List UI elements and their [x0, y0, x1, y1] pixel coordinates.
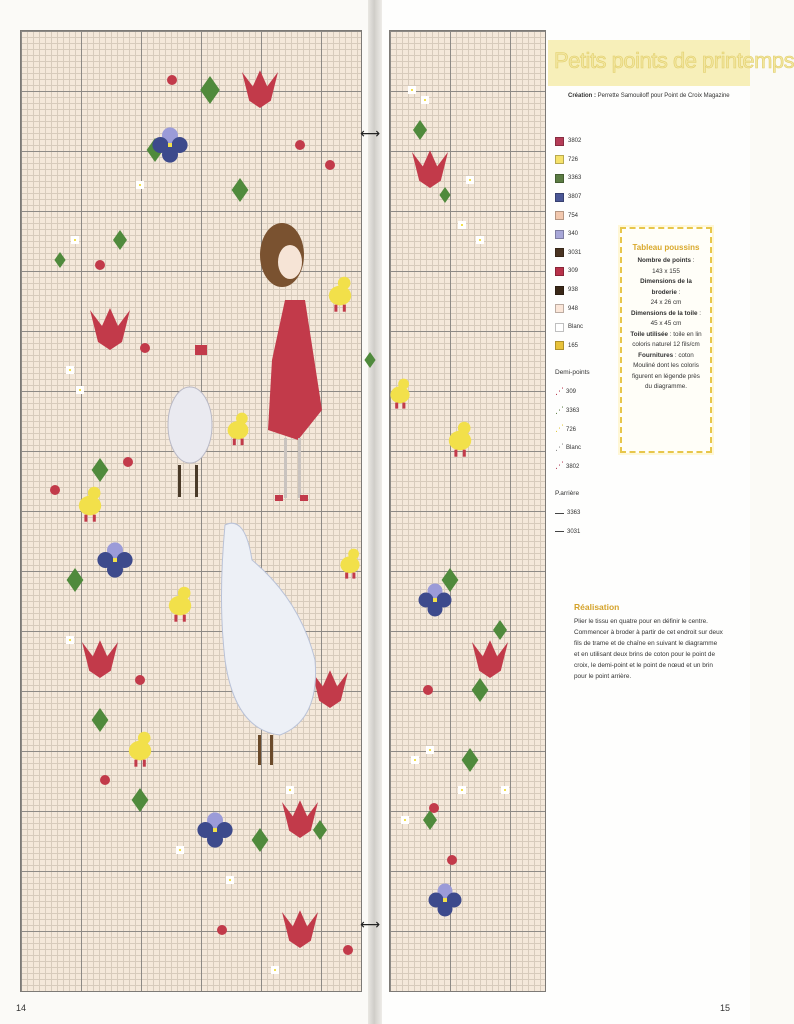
color-swatch	[555, 230, 564, 239]
legend-item-half_stitches-0	[555, 383, 615, 402]
leaf-motif	[462, 748, 479, 772]
legend-item-full_stitches-4	[555, 206, 615, 225]
legend-item-back_stitches-0	[555, 504, 615, 523]
leaf-motif	[92, 458, 109, 482]
tulip-motif	[82, 640, 118, 678]
half-stitch-symbol: ⋰	[555, 386, 564, 397]
toile-label: Dimensions de la toile	[631, 309, 698, 317]
daisy-center	[404, 819, 406, 821]
violet-petal	[419, 593, 434, 608]
leaf-motif	[364, 352, 375, 368]
legend-code: 3363	[568, 175, 582, 182]
credit-label: Création :	[568, 93, 597, 99]
color-swatch	[555, 137, 564, 146]
legend-code: 3031	[568, 249, 582, 256]
chick-head	[88, 487, 101, 500]
strawberry-motif	[123, 457, 133, 467]
credit-text: Perrette Samouiloff pour Point de Croix Magazine	[596, 93, 730, 99]
page-number-left: 14	[16, 1003, 27, 1013]
chick-head	[338, 277, 351, 290]
legend-item-full_stitches-11	[555, 337, 615, 356]
chick-body	[449, 431, 471, 451]
leaf-motif	[113, 230, 127, 250]
legend-code: 726	[568, 156, 579, 163]
leaf-motif	[439, 187, 450, 203]
color-swatch	[555, 267, 564, 276]
chick-leg	[143, 760, 146, 767]
chick-body	[228, 421, 249, 439]
goose-motif	[222, 523, 316, 735]
daisy-center	[469, 179, 471, 181]
chick-leg	[402, 403, 405, 409]
color-swatch	[555, 193, 564, 202]
leaf-motif	[67, 568, 84, 592]
hen-motif	[168, 387, 212, 463]
chick-leg	[233, 439, 236, 446]
color-swatch	[555, 323, 564, 332]
strawberry-motif	[325, 160, 335, 170]
girl-shoe	[300, 495, 308, 501]
daisy-center	[139, 184, 141, 186]
tulip-motif	[242, 70, 278, 108]
chick-body	[169, 596, 191, 616]
leaf-motif	[442, 568, 459, 592]
daisy-center	[461, 224, 463, 226]
leaf-motif	[423, 810, 437, 830]
daisy-center	[504, 789, 506, 791]
chick-leg	[241, 439, 244, 446]
tulip-motif	[412, 150, 448, 188]
strawberry-motif	[429, 803, 439, 813]
leaf-motif	[54, 252, 65, 268]
legend-code: 3807	[568, 194, 582, 201]
strawberry-motif	[140, 343, 150, 353]
credit-line	[568, 93, 748, 99]
legend-item-half_stitches-2	[555, 420, 615, 439]
legend-item-full_stitches-6	[555, 244, 615, 263]
chick-body	[129, 741, 151, 761]
daisy-center	[479, 239, 481, 241]
legend-code: 726	[566, 426, 577, 433]
violet-petal	[429, 893, 444, 908]
legend-item-half_stitches-1	[555, 402, 615, 421]
color-swatch	[555, 304, 564, 313]
leaf-motif	[413, 120, 427, 140]
chick-leg	[334, 305, 337, 312]
color-swatch	[555, 341, 564, 350]
daisy-center	[69, 639, 71, 641]
chick-leg	[84, 515, 87, 522]
daisy-center	[424, 99, 426, 101]
color-swatch	[555, 211, 564, 220]
info-box-body: Nombre de points : 143 x 155 Dimensions de la broderie : 24 x 26 cm Dimensions de la toile : 45 x 45 cm Toile utilisée : toile en lin coloris naturel 12 fils/cm Fournitures : coton Mouliné dont les coloris figurent en légende près du diagramme.	[630, 257, 702, 390]
daisy-center	[274, 969, 276, 971]
violet-petal	[197, 822, 213, 838]
strawberry-motif	[217, 925, 227, 935]
violet-center	[443, 898, 447, 902]
points-value: 143 x 155	[652, 267, 680, 275]
legend-code: 3363	[566, 408, 580, 415]
half-stitch-symbol: ⋰	[555, 461, 564, 472]
leaf-motif	[92, 708, 109, 732]
strawberry-motif	[447, 855, 457, 865]
legend-code: 948	[568, 305, 579, 312]
half-stitch-symbol: ⋰	[555, 405, 564, 416]
violet-center	[213, 828, 217, 832]
strawberry-motif	[423, 685, 433, 695]
daisy-center	[411, 89, 413, 91]
dims-label: Dimensions de la broderie	[640, 278, 692, 296]
chick-head	[178, 587, 191, 600]
leaf-motif	[252, 828, 269, 852]
legend-code: Blanc	[566, 445, 582, 452]
chick-leg	[395, 403, 398, 409]
legend-item-full_stitches-10	[555, 318, 615, 337]
used-label: Toile utilisée	[630, 330, 669, 338]
legend-code: 3363	[567, 510, 581, 517]
legend-item-half_stitches-4	[555, 458, 615, 477]
legend-item-full_stitches-3	[555, 188, 615, 207]
legend-item-half_stitches-3	[555, 439, 615, 458]
leaf-motif	[132, 788, 149, 812]
girl-shoe	[275, 495, 283, 501]
chick-body	[340, 556, 359, 573]
strawberry-motif	[95, 260, 105, 270]
girl-face	[278, 245, 302, 279]
daisy-center	[179, 849, 181, 851]
chick-head	[398, 379, 409, 390]
tulip-motif	[312, 670, 348, 708]
tulip-motif	[282, 910, 318, 948]
tulip-motif	[282, 800, 318, 838]
legend-item-full_stitches-2	[555, 169, 615, 188]
leaf-motif	[200, 76, 220, 104]
chick-body	[390, 386, 409, 403]
points-label: Nombre de points	[637, 257, 692, 264]
violet-petal	[152, 137, 168, 153]
color-swatch	[555, 286, 564, 295]
realisation-body: Plier le tissu en quatre pour en définir le centre. Commencer à broder à partir de cet endroit sur deux fils de trame et de chaîne en suivant le diagramme et en utilisant deux brins de coton pour le point de croix, le demi-point et le point de nœud et un brin pour le point arrière.	[574, 618, 723, 680]
legend-item-full_stitches-1	[555, 151, 615, 170]
chick-leg	[463, 450, 466, 457]
legend-code: 340	[568, 231, 579, 238]
legend-code: 309	[568, 268, 579, 275]
supplies-value: coton Mouliné dont les coloris figurent en légende près du diagramme.	[632, 351, 700, 390]
half-stitch-symbol: ⋰	[555, 424, 564, 435]
back-stitch-line	[555, 531, 564, 532]
join-arrow-top: ⟷	[360, 126, 381, 142]
violet-petal	[97, 552, 113, 568]
leaf-motif	[232, 178, 249, 202]
hen-leg	[195, 465, 198, 497]
half-stitch-heading: Demi-points	[555, 369, 590, 377]
strawberry-motif	[135, 675, 145, 685]
strawberry-motif	[50, 485, 60, 495]
color-swatch	[555, 248, 564, 257]
strawberry-motif	[100, 775, 110, 785]
chick-leg	[183, 615, 186, 622]
chick-leg	[134, 760, 137, 767]
legend-item-full_stitches-9	[555, 299, 615, 318]
legend-code: 754	[568, 212, 579, 219]
hen-leg	[178, 465, 181, 497]
dims-value: 24 x 26 cm	[650, 299, 682, 306]
chick-body	[329, 286, 351, 306]
legend-item-full_stitches-0	[555, 132, 615, 151]
legend-code: 3802	[568, 138, 582, 145]
daisy-center	[229, 879, 231, 881]
legend-code: Blanc	[568, 324, 584, 331]
daisy-center	[74, 239, 76, 241]
violet-center	[168, 143, 172, 147]
info-box-title: Tableau poussins	[632, 243, 700, 252]
used-value: toile en lin coloris naturel 12 fils/cm	[632, 330, 702, 348]
back-stitch-heading: P.arrière	[555, 490, 580, 498]
leaf-motif	[472, 678, 489, 702]
legend-item-full_stitches-7	[555, 262, 615, 281]
daisy-center	[429, 749, 431, 751]
violet-center	[433, 598, 437, 602]
color-swatch	[555, 174, 564, 183]
page-number-right: 15	[720, 1003, 731, 1013]
chick-leg	[93, 515, 96, 522]
goose-leg	[258, 735, 261, 765]
chick-leg	[343, 305, 346, 312]
strawberry-motif	[167, 75, 177, 85]
girl-leg	[284, 438, 287, 498]
daisy-center	[79, 389, 81, 391]
leaf-motif	[493, 620, 507, 640]
daisy-center	[414, 759, 416, 761]
join-arrow-bottom: ⟷	[360, 917, 381, 933]
chick-body	[79, 496, 101, 516]
legend-code: 3802	[566, 463, 580, 470]
violet-center	[113, 558, 117, 562]
chick-leg	[352, 573, 355, 579]
chick-head	[458, 422, 471, 435]
legend-code: 3031	[567, 528, 581, 535]
page-title: Petits points de printemps	[554, 48, 794, 73]
back-stitch-line	[555, 513, 564, 514]
strawberry-motif	[343, 945, 353, 955]
legend-item-back_stitches-1	[555, 523, 615, 542]
chick-leg	[345, 573, 348, 579]
chick-head	[138, 732, 151, 745]
girl-leg	[298, 438, 301, 498]
legend-code: 309	[566, 389, 577, 396]
half-stitch-symbol: ⋰	[555, 442, 564, 453]
legend-item-full_stitches-8	[555, 281, 615, 300]
realisation-title: Réalisation	[574, 602, 620, 612]
supplies-label: Fournitures	[638, 351, 674, 359]
tulip-motif	[90, 308, 130, 350]
chick-head	[348, 549, 359, 560]
girl-dress	[268, 300, 322, 440]
chick-leg	[454, 450, 457, 457]
color-swatch	[555, 155, 564, 164]
info-box	[620, 227, 712, 453]
color-legend	[555, 132, 615, 541]
legend-item-full_stitches-5	[555, 225, 615, 244]
daisy-center	[289, 789, 291, 791]
chick-head	[236, 413, 248, 425]
toile-value: 45 x 45 cm	[650, 320, 682, 327]
chick-leg	[174, 615, 177, 622]
tulip-motif	[472, 640, 508, 678]
leaf-motif	[313, 820, 327, 840]
goose-leg	[270, 735, 273, 765]
hen-comb	[195, 345, 207, 355]
legend-code: 165	[568, 342, 579, 349]
daisy-center	[461, 789, 463, 791]
legend-code: 938	[568, 287, 579, 294]
strawberry-motif	[295, 140, 305, 150]
daisy-center	[69, 369, 71, 371]
